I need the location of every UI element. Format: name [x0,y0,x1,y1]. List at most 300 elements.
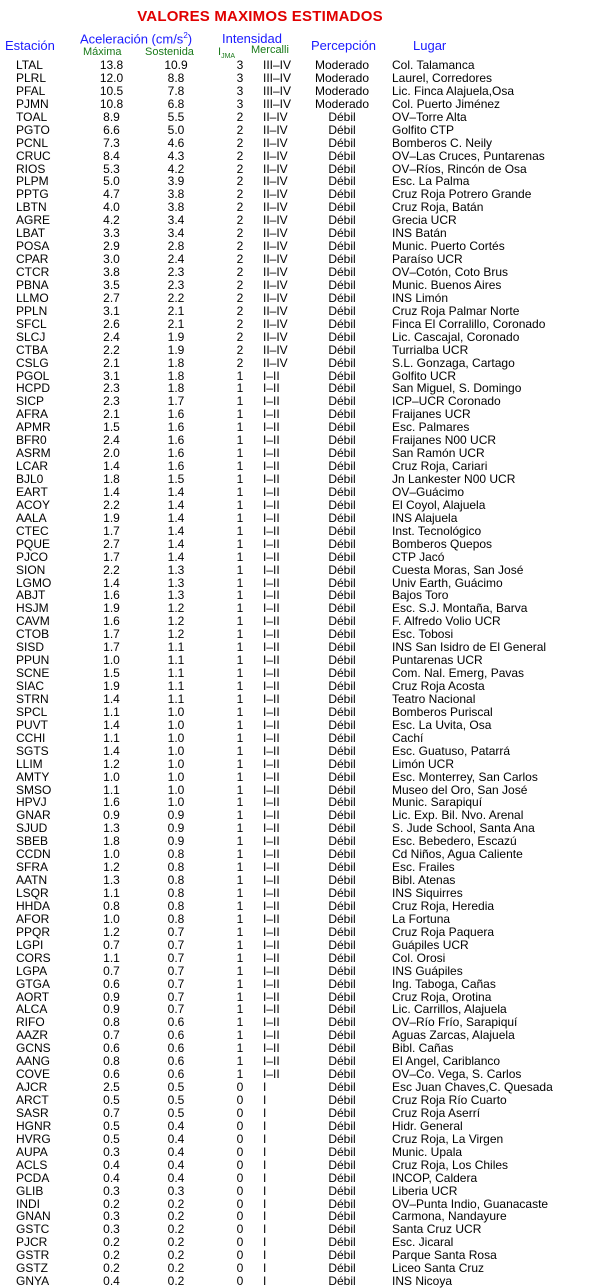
row-indent [0,305,16,318]
max-acceleration: 1.6 [103,615,120,629]
row-indent [0,589,16,602]
mercalli-intensity: III–IV [263,71,292,85]
sustained-acceleration: 1.1 [167,692,185,706]
sustained-acceleration: 1.4 [167,550,185,564]
sustained-acceleration: 0.5 [167,1094,185,1107]
max-acceleration: 2.2 [103,563,120,577]
table-row [0,719,588,732]
row-indent [0,1016,16,1029]
station-code: GSTZ [16,1262,48,1276]
sustained-acceleration: 0.4 [167,1171,185,1185]
mercalli-intensity: I–II [263,680,280,693]
header-lugar: Lugar [413,38,447,53]
jma-intensity: 1 [236,770,244,784]
station-code: CTBA [16,343,49,357]
max-acceleration: 0.2 [103,1197,120,1211]
row-indent [0,357,16,370]
row-indent [0,577,16,590]
max-acceleration: 1.0 [103,770,120,784]
jma-intensity: 2 [236,330,244,344]
row-indent [0,602,16,615]
mercalli-intensity: II–IV [263,317,288,331]
mercalli-intensity: II–IV [263,162,288,176]
station-code: PCNL [16,136,49,150]
jma-intensity: 1 [236,1029,244,1043]
station-code: INDI [16,1197,40,1211]
table-row [0,900,588,913]
header-acceleration: Aceleración $(cm/s^2)$ [80,31,193,47]
row-indent [0,408,16,421]
max-acceleration: 0.6 [103,1068,120,1082]
table-row [0,1094,588,1107]
perception: Débil [328,1094,356,1107]
perception: Débil [328,253,356,266]
location: INS Batán [392,227,447,241]
row-indent [0,693,16,706]
station-code: PCDA [16,1171,50,1185]
max-acceleration: 0.5 [103,1094,120,1107]
table-row [0,111,588,124]
mercalli-intensity: I–II [263,524,280,538]
station-code: SMSO [16,783,52,797]
perception: Débil [328,304,356,318]
station-code: GNYA [16,1275,50,1288]
mercalli-intensity: I–II [263,434,280,448]
location: S. Jude School, Santa Ana [392,822,535,836]
station-code: AAZR [16,1029,49,1043]
location: INS Limón [392,291,449,305]
location: OV–Co. Vega, S. Carlos [392,1068,522,1082]
max-acceleration: 1.4 [103,576,120,590]
sustained-acceleration: 7.8 [167,84,185,98]
jma-intensity: 1 [236,899,244,913]
jma-intensity: 1 [236,1042,244,1056]
jma-intensity: 1 [236,434,244,448]
mercalli-intensity: I–II [263,809,280,823]
jma-intensity: 1 [236,408,244,422]
jma-intensity: 0 [236,1119,244,1133]
perception: Débil [328,227,356,241]
max-acceleration: 5.0 [103,175,120,189]
max-acceleration: 1.0 [103,848,120,862]
table-row [0,615,588,628]
location: Liberia UCR [392,1184,458,1198]
table-row [0,253,588,266]
mercalli-intensity: I–II [263,408,280,422]
location: Cruz Roja Río Cuarto [392,1094,507,1107]
jma-intensity: 1 [236,887,244,900]
location: Fraijanes N00 UCR [392,434,497,448]
location: Cruz Roja Paquera [392,925,495,939]
row-indent [0,395,16,408]
perception: Débil [328,201,356,215]
mercalli-intensity: I–II [263,848,280,862]
sustained-acceleration: 0.9 [167,809,185,823]
station-code: LCAR [16,460,49,473]
location: Cuesta Moras, San José [392,563,524,577]
row-indent [0,188,16,201]
max-acceleration: 1.7 [103,628,120,642]
location: Puntarenas UCR [392,654,483,668]
sustained-acceleration: 0.8 [167,848,185,862]
perception: Débil [328,1210,356,1224]
sustained-acceleration: 2.2 [167,291,185,305]
perception: Débil [328,291,356,305]
perception: Débil [328,705,356,719]
location: Esc. La Uvita, Osa [392,718,492,732]
row-indent [0,227,16,240]
location: OV–Ríos, Rincón de Osa [392,162,527,176]
station-code: HGNR [16,1119,52,1133]
table-row [0,706,588,719]
station-code: GSTR [16,1249,50,1263]
row-indent [0,486,16,499]
station-code: SISD [16,641,45,655]
mercalli-intensity: I [263,1145,267,1159]
perception: Débil [328,628,356,642]
max-acceleration: 2.7 [103,537,120,551]
table-row [0,564,588,577]
jma-intensity: 1 [236,447,244,461]
jma-intensity: 1 [236,951,244,965]
jma-intensity: 1 [236,460,244,473]
sustained-acceleration: 4.2 [167,162,185,176]
jma-intensity: 1 [236,537,244,551]
max-acceleration: 1.9 [103,602,120,616]
perception: Débil [328,809,356,823]
jma-intensity: 3 [236,97,244,111]
jma-intensity: 1 [236,563,244,577]
row-indent [0,1003,16,1016]
station-code: SFCL [16,317,47,331]
mercalli-intensity: II–IV [263,343,288,357]
sustained-acceleration: 1.5 [167,473,185,486]
mercalli-intensity: I–II [263,835,280,849]
mercalli-intensity: II–IV [263,253,288,266]
jma-intensity: 0 [236,1223,244,1237]
mercalli-intensity: I–II [263,382,280,396]
jma-intensity: 1 [236,667,244,680]
location: Inst. Tecnológico [392,524,482,538]
mercalli-intensity: I [263,1262,267,1276]
station-code: CPAR [16,253,49,266]
max-acceleration: 1.4 [103,460,120,473]
jma-intensity: 0 [236,1197,244,1211]
mercalli-intensity: I–II [263,1055,280,1069]
table-row [0,240,588,253]
table-row [0,447,588,460]
jma-intensity: 1 [236,809,244,823]
sustained-acceleration: 1.0 [167,757,185,771]
header-sostenida: Sostenida [145,46,194,58]
table-row [0,641,588,654]
table-row [0,1223,588,1236]
perception: Débil [328,744,356,758]
max-acceleration: 0.2 [103,1249,120,1263]
table-row [0,1133,588,1146]
max-acceleration: 2.0 [103,447,120,461]
row-indent [0,421,16,434]
sustained-acceleration: 1.2 [167,602,185,616]
row-indent [0,1236,16,1249]
mercalli-intensity: I–II [263,602,280,616]
perception: Débil [328,317,356,331]
sustained-acceleration: 0.2 [167,1236,185,1250]
station-code: HPVJ [16,796,47,810]
jma-intensity: 1 [236,925,244,939]
station-code: PGTO [16,123,50,137]
location: Finca El Corralillo, Coronado [392,317,546,331]
mercalli-intensity: I–II [263,887,280,900]
station-code: PPQR [16,925,51,939]
sustained-acceleration: 1.0 [167,705,185,719]
table-row [0,408,588,421]
location: Cruz Roja, La Virgen [392,1132,504,1146]
sustained-acceleration: 5.5 [167,110,185,124]
max-acceleration: 0.3 [103,1145,120,1159]
max-acceleration: 1.1 [103,951,120,965]
header-station: Estación [5,38,55,53]
row-indent [0,680,16,693]
perception: Débil [328,460,356,473]
table-row [0,1275,588,1288]
perception: Débil [328,1081,356,1094]
sustained-acceleration: 0.7 [167,951,185,965]
station-code: PPUN [16,654,50,668]
max-acceleration: 0.5 [103,1119,120,1133]
station-code: LGMO [16,576,52,590]
location: Munic. Upala [392,1145,463,1159]
sustained-acceleration: 1.2 [167,628,185,642]
table-row [0,551,588,564]
perception: Moderado [314,97,370,111]
table-row [0,227,588,240]
station-code: BFR0 [16,434,47,448]
table-row [0,163,588,176]
row-indent [0,874,16,887]
max-acceleration: 0.9 [103,990,120,1004]
row-indent [0,978,16,991]
row-indent [0,667,16,680]
station-code: HCPD [16,382,51,396]
table-row [0,1042,588,1055]
max-acceleration: 2.3 [103,395,120,409]
jma-intensity: 1 [236,692,244,706]
station-code: PBNA [16,278,49,292]
table-row [0,939,588,952]
table-row [0,1249,588,1262]
sustained-acceleration: 0.7 [167,1003,185,1017]
perception: Débil [328,887,356,900]
sustained-acceleration: 0.4 [167,1158,185,1172]
mercalli-intensity: I–II [263,692,280,706]
jma-intensity: 0 [236,1132,244,1146]
row-indent [0,1081,16,1094]
table-row [0,1172,588,1185]
table-row [0,473,588,486]
station-code: CCHI [16,731,46,745]
location: Teatro Nacional [392,692,476,706]
sustained-acceleration: 0.2 [167,1249,185,1263]
max-acceleration: 0.2 [103,1262,120,1276]
location: S.L. Gonzaga, Cartago [392,356,515,370]
station-code: GNAR [16,809,51,823]
table-row [0,1003,588,1016]
row-indent [0,1159,16,1172]
perception: Débil [328,356,356,370]
perception: Débil [328,434,356,448]
mercalli-intensity: I–II [263,925,280,939]
perception: Moderado [314,71,370,85]
max-acceleration: 1.7 [103,550,120,564]
sustained-acceleration: 1.9 [167,330,185,344]
location: F. Alfredo Volio UCR [392,615,501,629]
max-acceleration: 0.5 [103,1132,120,1146]
jma-intensity: 3 [236,71,244,85]
table-row [0,771,588,784]
mercalli-intensity: II–IV [263,175,288,189]
location: OV–Cotón, Coto Brus [392,266,509,279]
mercalli-intensity: I–II [263,874,280,887]
mercalli-intensity: I–II [263,511,280,525]
row-indent [0,1223,16,1236]
header-maxima: Máxima [83,46,122,58]
perception: Débil [328,731,356,745]
sustained-acceleration: 1.6 [167,408,185,422]
mercalli-intensity: I–II [263,861,280,875]
max-acceleration: 2.2 [103,498,120,512]
station-code: LBAT [16,227,46,241]
jma-intensity: 0 [236,1081,244,1094]
perception: Débil [328,485,356,499]
jma-intensity: 1 [236,485,244,499]
sustained-acceleration: 0.7 [167,938,185,952]
row-indent [0,628,16,641]
row-indent [0,745,16,758]
row-indent [0,370,16,383]
perception: Débil [328,1236,356,1250]
sustained-acceleration: 0.6 [167,1068,185,1082]
sustained-acceleration: 0.2 [167,1210,185,1224]
row-indent [0,719,16,732]
sustained-acceleration: 0.5 [167,1081,185,1094]
location: Esc. La Palma [392,175,470,189]
mercalli-intensity: I [263,1119,267,1133]
location: El Coyol, Alajuela [392,498,486,512]
mercalli-intensity: I–II [263,1003,280,1017]
max-acceleration: 12.0 [99,71,124,85]
mercalli-intensity: II–IV [263,356,288,370]
max-acceleration: 2.5 [103,1081,120,1094]
max-acceleration: 1.5 [103,667,120,680]
mercalli-intensity: I [263,1223,267,1237]
max-acceleration: 1.6 [103,796,120,810]
perception: Débil [328,395,356,409]
jma-intensity: 0 [236,1171,244,1185]
sustained-acceleration: 8.8 [167,71,185,85]
jma-intensity: 2 [236,304,244,318]
station-code: HSJM [16,602,49,616]
location: Munic. Buenos Aires [392,278,502,292]
table-row [0,589,588,602]
location: OV–Las Cruces, Puntarenas [392,149,545,163]
sustained-acceleration: 3.9 [167,175,185,189]
row-indent [0,331,16,344]
table-row [0,1185,588,1198]
jma-intensity: 1 [236,912,244,926]
row-indent [0,771,16,784]
jma-intensity: 2 [236,136,244,150]
station-code: HHDA [16,899,51,913]
max-acceleration: 0.3 [103,1184,120,1198]
sustained-acceleration: 2.8 [167,240,185,254]
mercalli-intensity: I–II [263,938,280,952]
row-indent [0,111,16,124]
location: Cruz Roja, Batán [392,201,484,215]
mercalli-intensity: I–II [263,783,280,797]
max-acceleration: 1.9 [103,511,120,525]
perception: Débil [328,1106,356,1120]
mercalli-intensity: I [263,1210,267,1224]
row-indent [0,201,16,214]
station-code: POSA [16,240,50,254]
row-indent [0,292,16,305]
table-row [0,512,588,525]
jma-intensity: 0 [236,1094,244,1107]
jma-intensity: 1 [236,1016,244,1030]
perception: Débil [328,188,356,202]
perception: Débil [328,602,356,616]
location: INS Siquirres [392,887,463,900]
table-row [0,680,588,693]
perception: Débil [328,266,356,279]
mercalli-intensity: I [263,1081,267,1094]
perception: Débil [328,1275,356,1288]
location: Bomberos Puriscal [392,705,493,719]
row-indent [0,965,16,978]
row-indent [0,1094,16,1107]
row-indent [0,59,16,72]
perception: Débil [328,1158,356,1172]
jma-intensity: 1 [236,473,244,486]
jma-intensity: 1 [236,1068,244,1082]
row-indent [0,137,16,150]
station-code: AUPA [16,1145,48,1159]
location: Jn Lankester N00 UCR [392,473,516,486]
table-row [0,654,588,667]
station-code: AFOR [16,912,50,926]
row-indent [0,641,16,654]
perception: Débil [328,447,356,461]
table-row [0,926,588,939]
sustained-acceleration: 1.1 [167,680,185,693]
table-row [0,395,588,408]
station-code: SICP [16,395,45,409]
max-acceleration: 3.5 [103,278,120,292]
location: Museo del Oro, San José [392,783,528,797]
station-code: ALCA [16,1003,48,1017]
mercalli-intensity: II–IV [263,149,288,163]
table-row [0,732,588,745]
mercalli-intensity: I–II [263,1029,280,1043]
table-row [0,486,588,499]
location: OV–Torre Alta [392,110,467,124]
jma-intensity: 0 [236,1145,244,1159]
station-code: GCNS [16,1042,51,1056]
row-indent [0,732,16,745]
sustained-acceleration: 1.0 [167,783,185,797]
jma-intensity: 2 [236,149,244,163]
